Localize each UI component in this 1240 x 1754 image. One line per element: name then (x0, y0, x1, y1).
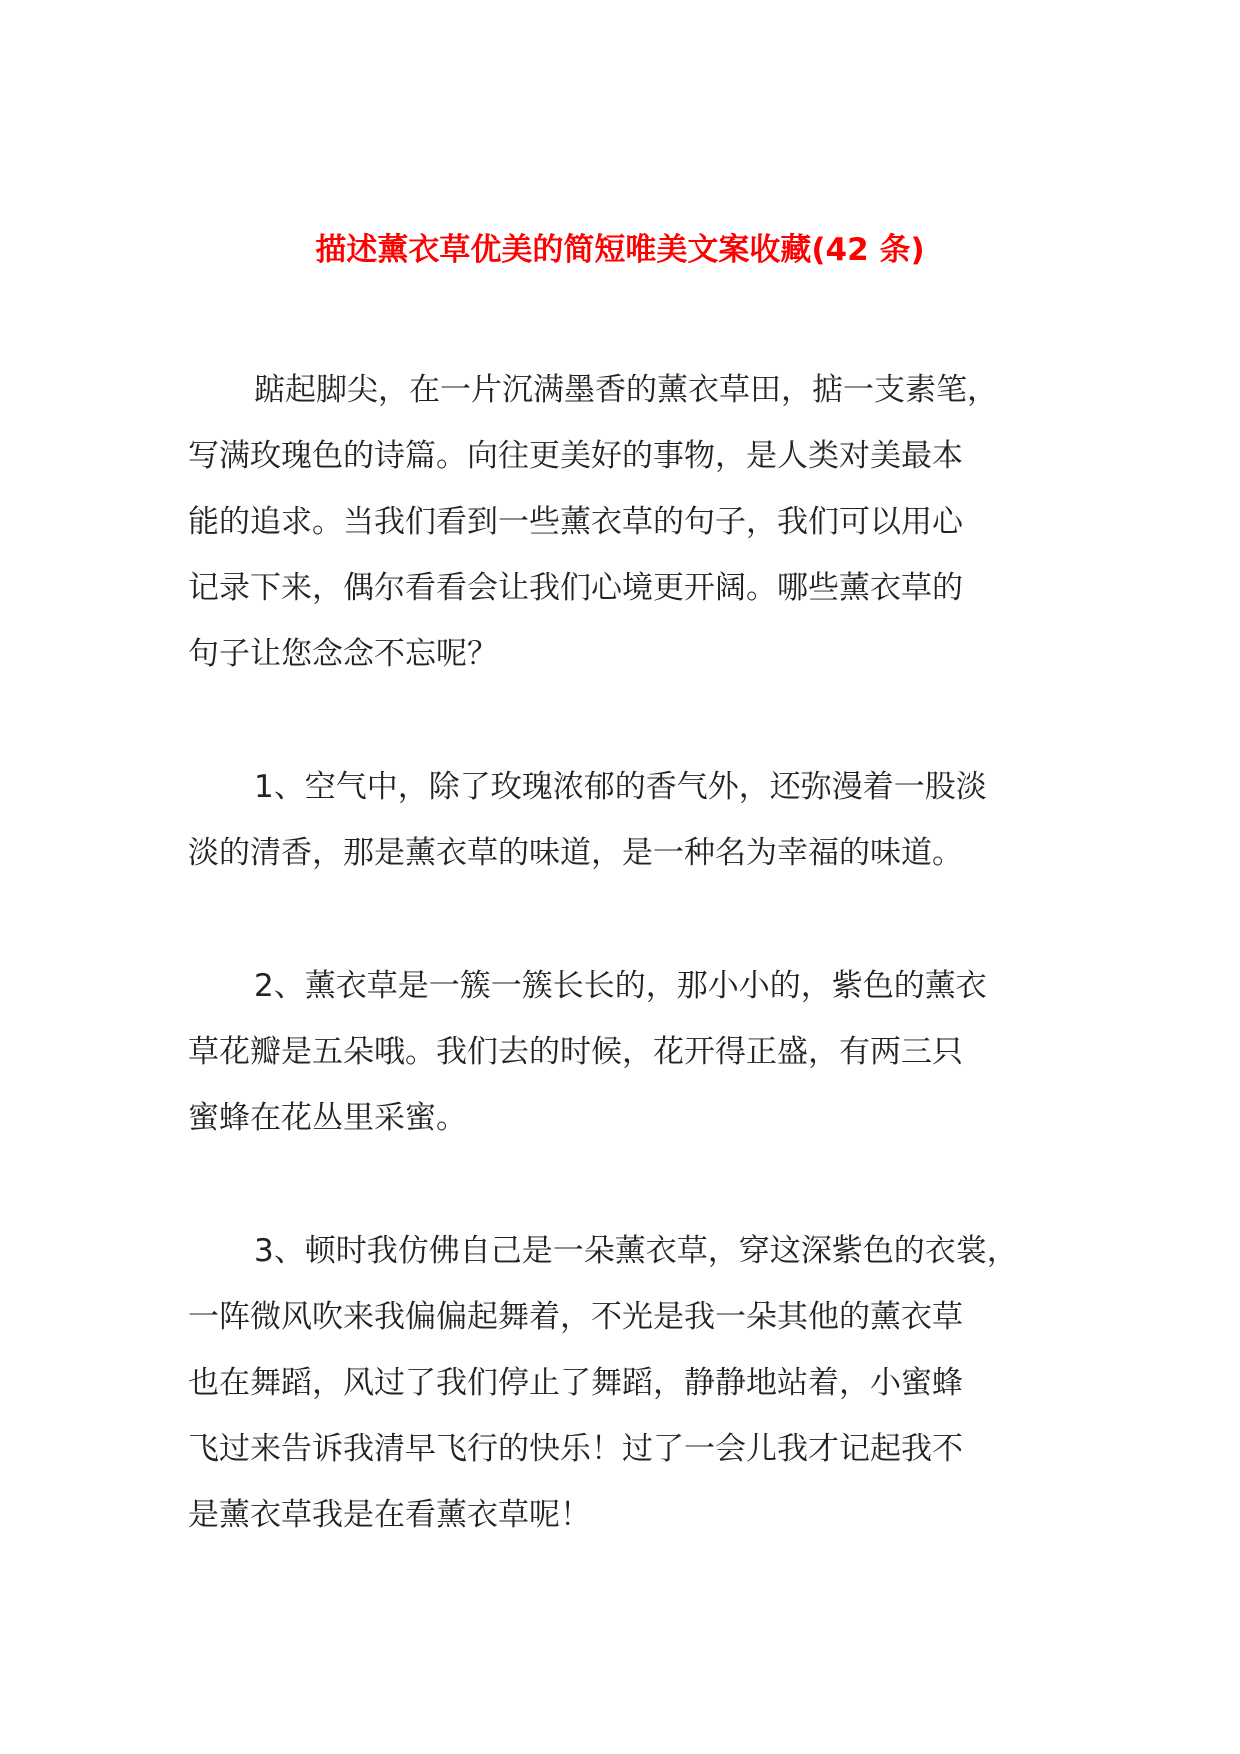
document-body (188, 357, 1068, 1615)
text-line: 写满玫瑰色的诗篇。向往更美好的事物，是人类对美最本 (188, 438, 963, 474)
text-line: 也在舞蹈，风过了我们停止了舞蹈，静静地站着，小蜜蜂 (188, 1365, 963, 1401)
text-line: 3、顿时我仿佛自己是一朵薰衣草，穿这深紫色的衣裳， (254, 1233, 1018, 1269)
text-line: 淡的清香，那是薰衣草的味道，是一种名为幸福的味道。 (188, 835, 963, 871)
text-line: 蜜蜂在花丛里采蜜。 (188, 1100, 467, 1136)
text-line: 是薰衣草我是在看薰衣草呢！ (188, 1497, 591, 1533)
text-line: 句子让您念念不忘呢？ (188, 636, 498, 672)
paragraph-item-3 (188, 1218, 1068, 1548)
text-line: 草花瓣是五朵哦。我们去的时候，花开得正盛，有两三只 (188, 1034, 963, 1070)
text-line: 2、薰衣草是一簇一簇长长的，那小小的，紫色的薰衣 (254, 968, 987, 1004)
paragraph-intro (188, 357, 1068, 687)
text-line: 能的追求。当我们看到一些薰衣草的句子，我们可以用心 (188, 504, 963, 540)
text-line: 1、空气中，除了玫瑰浓郁的香气外，还弥漫着一股淡 (254, 769, 987, 805)
text-line: 飞过来告诉我清早飞行的快乐！过了一会儿我才记起我不 (188, 1431, 963, 1467)
document-title: 描述薰衣草优美的简短唯美文案收藏(42 条) (315, 232, 925, 268)
text-line: 踮起脚尖，在一片沉满墨香的薰衣草田，掂一支素笔， (254, 372, 998, 408)
paragraph-item-2 (188, 953, 1068, 1151)
text-line: 记录下来，偶尔看看会让我们心境更开阔。哪些薰衣草的 (188, 570, 963, 606)
paragraph-item-1 (188, 754, 1068, 886)
text-line: 一阵微风吹来我偏偏起舞着，不光是我一朵其他的薰衣草 (188, 1299, 963, 1335)
